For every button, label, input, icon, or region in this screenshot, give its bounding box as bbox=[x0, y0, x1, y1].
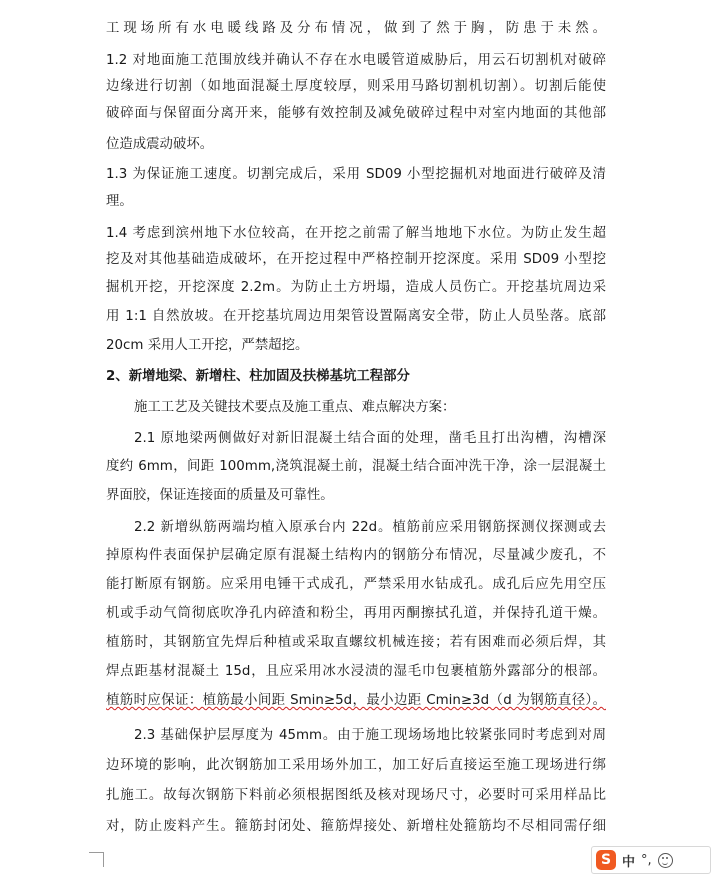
text-line: 焊点距基材混凝土 15d，且应采用冰水浸渍的湿毛巾包裹植筋外露部分的根部。 bbox=[106, 664, 606, 679]
section-heading: 2、新增地梁、新增柱、柱加固及扶梯基坑工程部分 bbox=[106, 369, 410, 384]
emoji-icon[interactable] bbox=[658, 853, 673, 868]
text-line: 植筋时应保证：植筋最小间距 Smin≥5d，最小边距 Cmin≥3d（d 为钢筋直径）。 bbox=[106, 693, 606, 708]
text-line: 掘机开挖，开挖深度 2.2m。为防止土方坍塌，造成人员伤亡。开挖基坑周边采 bbox=[106, 280, 606, 295]
text-line: 2.2 新增纵筋两端均植入原承台内 22d。植筋前应采用钢筋探测仪探测或去 bbox=[134, 520, 606, 535]
text-line: 2.1 原地梁两侧做好对新旧混凝土结合面的处理，凿毛且打出沟槽，沟槽深 bbox=[134, 431, 606, 446]
ime-toolbar[interactable] bbox=[591, 846, 711, 874]
text-line: 机或手动气筒彻底吹净孔内碎渣和粉尘，再用丙酮擦拭孔道，并保持孔道干燥。 bbox=[106, 606, 606, 621]
text-line: 位造成震动破坏。 bbox=[106, 137, 214, 152]
text-line: 工现场所有水电暖线路及分布情况，做到了然于胸，防患于未然。 bbox=[106, 21, 606, 36]
text-line: 破碎面与保留面分离开来，能够有效控制及减免破碎过程中对室内地面的其他部 bbox=[106, 106, 606, 121]
text-line: 掉原构件表面保护层确定原有混凝土结构内的钢筋分布情况，尽量减少废孔，不 bbox=[106, 548, 606, 563]
text-line: 施工工艺及关键技术要点及施工重点、难点解决方案： bbox=[134, 400, 456, 415]
sogou-logo-icon[interactable]: S bbox=[596, 850, 616, 870]
text-line: 1.2 对地面施工范围放线并确认不存在水电暖管道威胁后，用云石切割机对破碎 bbox=[106, 53, 606, 68]
text-line: 边缘进行切割（如地面混凝土厚度较厚，则采用马路切割机切割）。切割后能使 bbox=[106, 79, 606, 94]
text-line: 理。 bbox=[106, 194, 133, 209]
ime-punctuation-toggle[interactable]: °, bbox=[641, 852, 652, 868]
text-line: 20cm 采用人工开挖，严禁超挖。 bbox=[106, 338, 309, 353]
text-line: 1.4 考虑到滨州地下水位较高，在开挖之前需了解当地地下水位。为防止发生超 bbox=[106, 226, 606, 241]
text-line: 能打断原有钢筋。应采用电锤干式成孔，严禁采用水钻成孔。成孔后应先用空压 bbox=[106, 577, 606, 592]
text-line: 界面胶，保证连接面的质量及可靠性。 bbox=[106, 488, 334, 503]
text-line: 1.3 为保证施工速度。切割完成后，采用 SD09 小型挖掘机对地面进行破碎及清 bbox=[106, 167, 606, 182]
text-line: 2.3 基础保护层厚度为 45mm。由于施工现场场地比较紧张同时考虑到对周 bbox=[134, 728, 606, 743]
ime-language-toggle[interactable]: 中 bbox=[622, 854, 636, 870]
page-corner-mark-left bbox=[89, 852, 104, 867]
text-line: 对，防止废料产生。箍筋封闭处、箍筋焊接处、新增柱处箍筋均不尽相同需仔细 bbox=[106, 819, 606, 834]
text-line: 扎施工。故每次钢筋下料前必须根据图纸及核对现场尺寸，必要时可采用样品比 bbox=[106, 788, 606, 803]
text-line: 植筋时，其钢筋宜先焊后种植或采取直螺纹机械连接；若有困难而必须后焊，其 bbox=[106, 635, 606, 650]
text-line: 边环境的影响，此次钢筋加工采用场外加工，加工好后直接运至施工现场进行绑 bbox=[106, 758, 606, 773]
text-line: 度约 6mm，间距 100mm,浇筑混凝土前，混凝土结合面冲洗干净，涂一层混凝土 bbox=[106, 459, 606, 474]
text-line: 挖及对其他基础造成破坏，在开挖过程中严格控制开挖深度。采用 SD09 小型挖 bbox=[106, 252, 606, 267]
text-line: 用 1:1 自然放坡。在开挖基坑周边用架管设置隔离安全带，防止人员坠落。底部 bbox=[106, 309, 606, 324]
